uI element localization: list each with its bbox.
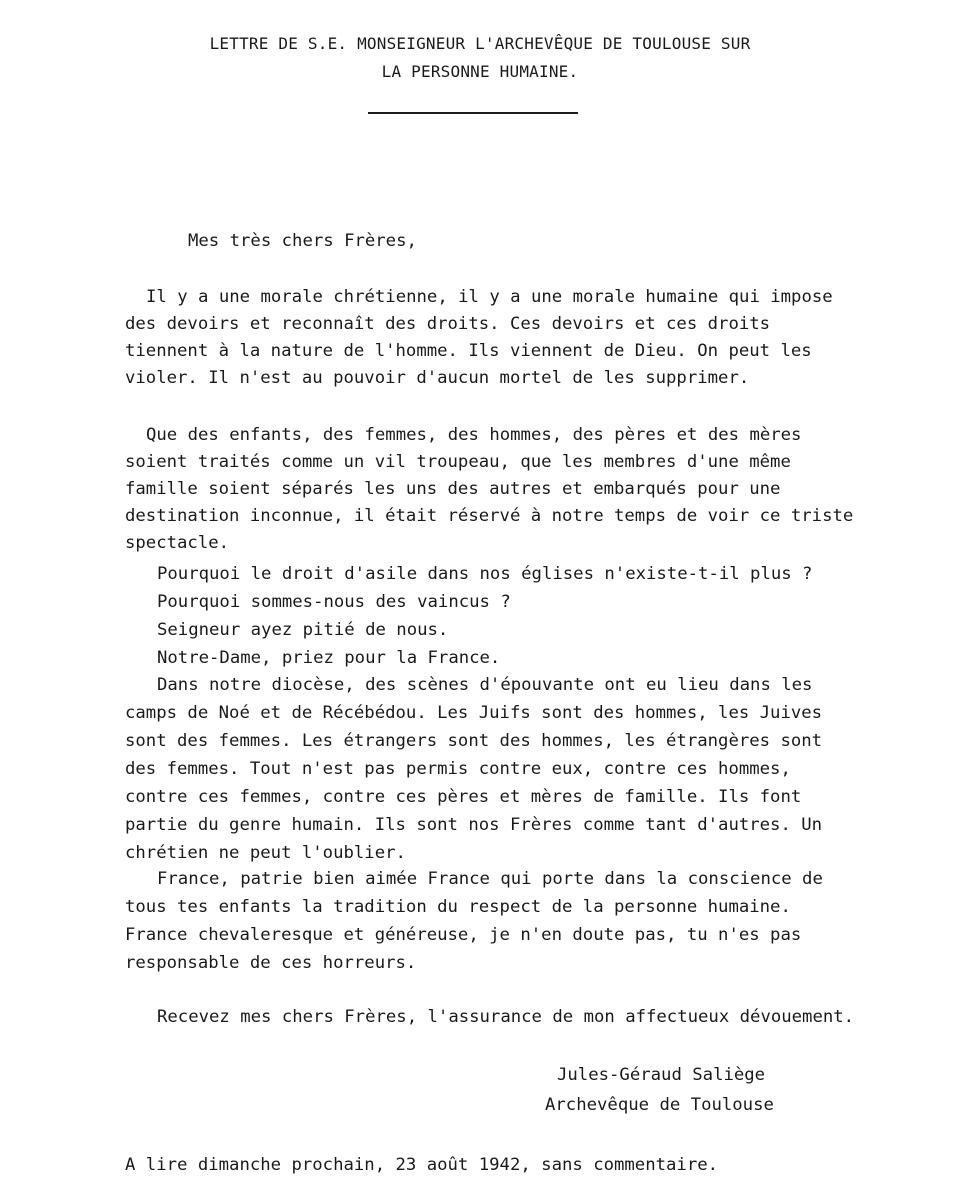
letter-title-line-1: LETTRE DE S.E. MONSEIGNEUR L'ARCHEVÊQUE DE TOULOUSE SUR: [209, 34, 751, 53]
paragraph-4-line: responsable de ces horreurs.: [125, 953, 417, 973]
paragraph-1-line: Il y a une morale chrétienne, il y a une morale humaine qui impose: [146, 287, 833, 307]
paragraph-1-line: des devoirs et reconnaît des droits. Ces devoirs et ces droits: [125, 314, 771, 334]
paragraph-3-line: chrétien ne peut l'oublier.: [125, 843, 406, 863]
paragraph-4-line: France, patrie bien aimée France qui porte dans la conscience de: [157, 869, 823, 889]
salutation: Mes très chers Frères,: [188, 231, 417, 251]
paragraph-3-line: contre ces femmes, contre ces pères et mères de famille. Ils font: [125, 787, 802, 807]
paragraph-3-line: Dans notre diocèse, des scènes d'épouvante ont eu lieu dans les: [157, 675, 813, 695]
paragraph-3-line: sont des femmes. Les étrangers sont des hommes, les étrangères sont: [125, 731, 823, 751]
invocation-line: Pourquoi sommes-nous des vaincus ?: [157, 592, 511, 612]
signature-name: Jules-Géraud Saliège: [557, 1065, 766, 1085]
closing: Recevez mes chers Frères, l'assurance de mon affectueux dévouement.: [157, 1007, 855, 1027]
paragraph-4-line: tous tes enfants la tradition du respect de la personne humaine.: [125, 897, 791, 917]
paragraph-4-line: France chevaleresque et généreuse, je n'en doute pas, tu n'es pas: [125, 925, 802, 945]
reading-instruction: A lire dimanche prochain, 23 août 1942, sans commentaire.: [125, 1155, 719, 1175]
paragraph-2-line: destination inconnue, il était réservé à notre temps de voir ce triste: [125, 506, 854, 526]
paragraph-1-line: tiennent à la nature de l'homme. Ils viennent de Dieu. On peut les: [125, 341, 812, 361]
paragraph-3-line: camps de Noé et de Récébédou. Les Juifs sont des hommes, les Juives: [125, 703, 823, 723]
invocation-line: Notre-Dame, priez pour la France.: [157, 648, 501, 668]
invocation-line: Pourquoi le droit d'asile dans nos églises n'existe-t-il plus ?: [157, 564, 813, 584]
paragraph-3-line: des femmes. Tout n'est pas permis contre eux, contre ces hommes,: [125, 759, 791, 779]
letter-title-line-2: LA PERSONNE HUMAINE.: [381, 62, 579, 81]
title-underline: [368, 112, 578, 114]
paragraph-1-line: violer. Il n'est au pouvoir d'aucun mortel de les supprimer.: [125, 368, 750, 388]
invocation-line: Seigneur ayez pitié de nous.: [157, 620, 449, 640]
paragraph-3-line: partie du genre humain. Ils sont nos Frères comme tant d'autres. Un: [125, 815, 823, 835]
paragraph-2-line: spectacle.: [125, 533, 230, 553]
paragraph-2-line: Que des enfants, des femmes, des hommes, des pères et des mères: [146, 425, 802, 445]
paragraph-2-line: famille soient séparés les uns des autres et embarqués pour une: [125, 479, 781, 499]
paragraph-2-line: soient traités comme un vil troupeau, que les membres d'une même: [125, 452, 791, 472]
signature-office: Archevêque de Toulouse: [545, 1095, 774, 1115]
